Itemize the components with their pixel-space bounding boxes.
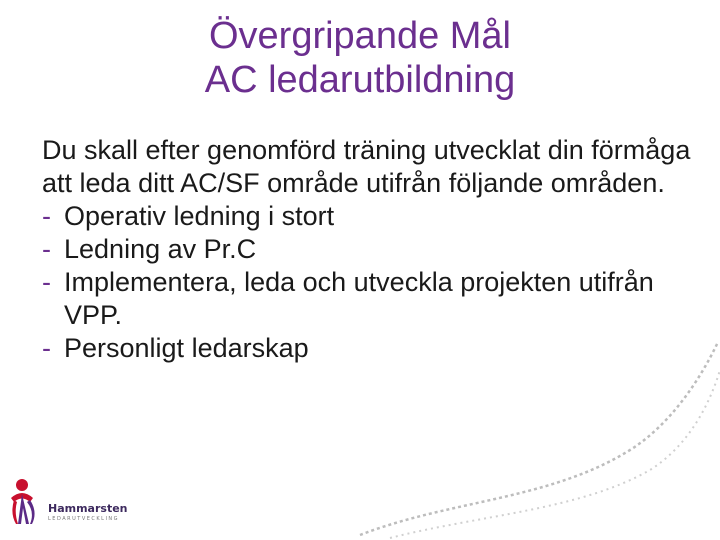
bullet-dash: - bbox=[42, 234, 51, 264]
bullet-item bbox=[42, 266, 692, 332]
decorative-swoosh bbox=[330, 330, 720, 540]
logo-name: Hammarsten bbox=[48, 502, 128, 515]
bullet-text: Personligt ledarskap bbox=[64, 333, 309, 363]
bullet-dash: - bbox=[42, 267, 51, 297]
bullet-item bbox=[42, 233, 692, 266]
bullet-item bbox=[42, 200, 692, 233]
bullet-dash: - bbox=[42, 201, 51, 231]
title-line-2: AC ledarutbildning bbox=[204, 59, 516, 101]
bullet-text: Ledning av Pr.C bbox=[64, 234, 257, 264]
hammarsten-logo bbox=[8, 478, 128, 528]
person-figure-icon bbox=[8, 478, 44, 526]
intro-text: Du skall efter genomförd träning utvecklat din förmåga att leda ditt AC/SF område utifrån följande områden. bbox=[42, 135, 691, 198]
slide-title bbox=[60, 14, 660, 102]
bullet-text: Implementera, leda och utveckla projekten utifrån VPP. bbox=[64, 267, 654, 330]
logo-tagline: LEDARUTVECKLING bbox=[48, 516, 120, 522]
bullet-dash: - bbox=[42, 333, 51, 363]
bullet-text: Operativ ledning i stort bbox=[64, 201, 335, 231]
title-line-1: Övergripande Mål bbox=[208, 15, 512, 57]
